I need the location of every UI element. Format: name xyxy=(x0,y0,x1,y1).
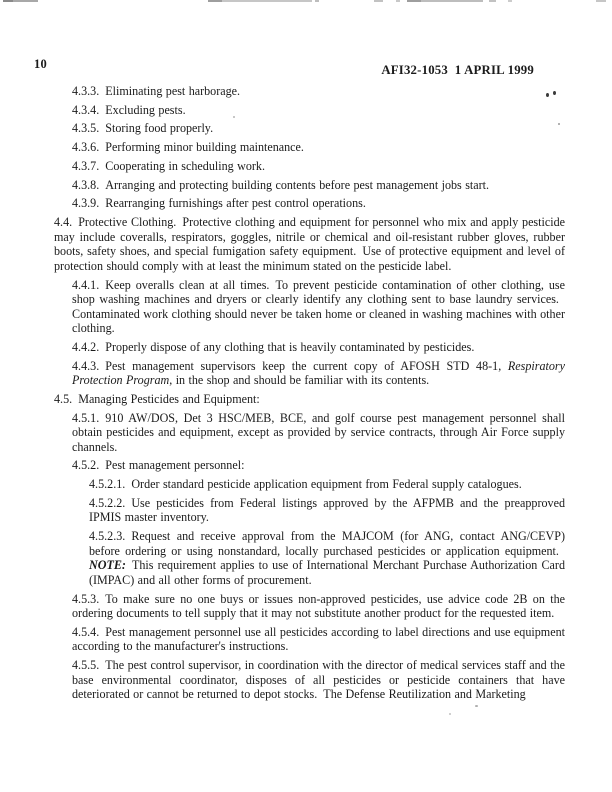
text-run: 4.3.4. Excluding pests. xyxy=(72,102,186,117)
scan-speck xyxy=(449,713,451,715)
paragraph-4.5.2 xyxy=(54,458,565,473)
text-run-bold-italic: NOTE: xyxy=(89,558,126,573)
paragraph-4.3.8 xyxy=(54,178,565,193)
document-body xyxy=(54,84,565,702)
paragraph-4.5.4 xyxy=(54,625,565,654)
document-id-header: AFI32-1053 1 APRIL 1999 xyxy=(381,63,534,77)
paragraph-4.3.9 xyxy=(54,196,565,211)
paragraph-4.5.2.3 xyxy=(54,529,565,587)
scan-dash xyxy=(596,0,606,2)
text-run: 4.4.1. Keep overalls clean at all times. To prevent pesticide contamination of other clothing, use shop washing machines and dryers or clearly identify any clothing sent to base laundry services. Contaminated work clothing should never be taken home or cleaned in washing machines with other clothing. xyxy=(72,277,565,336)
text-run: This requirement applies to use of International Merchant Purchase Authorization Card (IMPAC) and all other forms of procurement. xyxy=(89,558,565,587)
text-run: 4.3.9. Rearranging furnishings after pest control operations. xyxy=(72,196,366,211)
text-run: 4.3.3. Eliminating pest harborage. xyxy=(72,84,241,98)
paragraph-4.5.3 xyxy=(54,592,565,621)
scan-dash xyxy=(421,0,483,2)
page-number: 10 xyxy=(34,57,48,71)
paragraph-4.5.1 xyxy=(54,411,565,455)
text-run-italic: Respiratory Protection Program xyxy=(72,358,565,388)
text-run: 4.4.2. Properly dispose of any clothing that is heavily contaminated by pesticides. xyxy=(72,339,475,354)
text-run: 4.3.7. Cooperating in scheduling work. xyxy=(72,158,265,173)
paragraph-4.3.7 xyxy=(54,159,565,174)
paragraph-4.4 xyxy=(54,215,565,273)
text-run: 4.5.2.2. Use pesticides from Federal listings approved by the AFPMB and the preapproved IPMIS master inventory. xyxy=(89,495,565,525)
text-run: 4.5.4. Pest management personnel use all pesticides according to label directions and use equipment according to the manufacturer's instructions. xyxy=(72,624,565,654)
text-run: 4.5. Managing Pesticides and Equipment: xyxy=(54,391,260,406)
text-run: 4.5.3. To make sure no one buys or issues non-approved pesticides, use advice code 2B on the ordering documents to tell supply that it may not substitute another product for the requested item. xyxy=(72,591,565,621)
paragraph-4.4.3 xyxy=(54,359,565,388)
text-run: 4.5.1. 910 AW/DOS, Det 3 HSC/MEB, BCE, and golf course pest management personnel shall obtain pesticides and equipment, except as provided by service contracts, through Air Force supply channels. xyxy=(72,410,565,454)
paragraph-4.5.2.2 xyxy=(54,496,565,525)
paragraph-4.5 xyxy=(54,392,565,407)
paragraph-4.3.6 xyxy=(54,140,565,155)
scan-dash xyxy=(208,0,222,2)
scan-dash xyxy=(315,0,319,2)
paragraph-4.3.5 xyxy=(54,121,565,136)
scan-dash xyxy=(374,0,383,2)
paragraph-4.3.4 xyxy=(54,103,565,118)
text-run: 4.3.5. Storing food properly. xyxy=(72,121,214,136)
paragraph-4.5.5 xyxy=(54,658,565,702)
text-run: , in the shop and should be familiar with its contents. xyxy=(169,373,430,388)
text-run: 4.4. Protective Clothing. Protective clothing and equipment for personnel who mix and apply pesticide may include coveralls, respirators, goggles, nitrile or chemical and oil-resistant rubber gloves, rubber boots, safety shoes, and special fumigation safety equipment. Use of protective equipment and level of protection should comply with at least the minimum stated on the pesticide label. xyxy=(54,215,565,273)
text-run: 4.4.3. Pest management supervisors keep the current copy of AFOSH STD 48-1, xyxy=(72,358,508,373)
scan-dash xyxy=(222,0,312,2)
paragraph-4.4.1 xyxy=(54,278,565,336)
text-run: 4.3.8. Arranging and protecting building contents before pest management jobs start. xyxy=(72,177,490,192)
scan-dash xyxy=(396,0,400,2)
scan-dash xyxy=(508,0,512,2)
text-run: 4.5.2.1. Order standard pesticide application equipment from Federal supply catalogues. xyxy=(89,477,522,492)
paragraph-4.3.3 xyxy=(54,84,565,99)
text-run: 4.3.6. Performing minor building maintenance. xyxy=(72,140,304,155)
scan-dash xyxy=(407,0,421,2)
text-run: 4.5.2.3. Request and receive approval from the MAJCOM (for ANG, contact ANG/CEVP) before ordering or using nonstandard, locally purchased pesticides or application equipment. xyxy=(89,529,565,558)
paragraph-4.5.2.1 xyxy=(54,477,565,492)
scan-speck xyxy=(475,705,478,707)
text-run: 4.5.5. The pest control supervisor, in coordination with the director of medical services staff and the base environmental coordinator, disposes of all pesticides or pesticide containers that have deteriorated or cannot be returned to depot stocks. The Defense Reutilization and Marketing xyxy=(72,658,565,702)
scan-dash xyxy=(13,0,38,2)
paragraph-4.4.2 xyxy=(54,340,565,355)
text-run: 4.5.2. Pest management personnel: xyxy=(72,458,245,473)
scan-dash xyxy=(3,0,13,2)
scan-dash xyxy=(489,0,496,2)
